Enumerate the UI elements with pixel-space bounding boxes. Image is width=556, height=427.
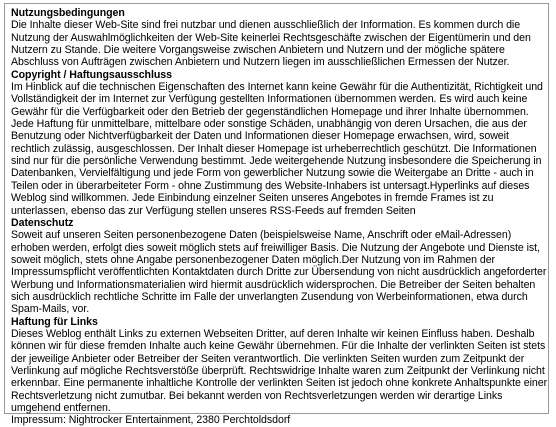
paragraph-haftung-links: Dieses Weblog enthält Links zu externen Webseiten Dritter, auf deren Inhalte wir keinen Einfluss haben. Deshalb können wir für diese fremden Inhalte auch keine Gewähr übernehmen. Für die Inhalte der verlinkten Seiten ist stets der jeweilige Anbieter oder Betreiber der Seiten verantwortlich. Die verlinkten Seiten wurden zum Zeitpunkt der Verlinkung auf mögliche Rechtsverstöße überprüft. Rechtswidrige Inhalte waren zum Zeitpunkt der Verlinkung nicht erkennbar. Eine permanente inhaltliche Kontrolle der verlinkten Seiten ist jedoch ohne konkrete Anhaltspunkte einer Rechtsverletzung nicht zumutbar. Bei bekannt werden von Rechtsverletzungen werden wir derartige Links umgehend entfernen.: [11, 327, 548, 414]
heading-datenschutz: Datenschutz: [11, 216, 74, 229]
paragraph-datenschutz: Soweit auf unseren Seiten personenbezogene Daten (beispielsweise Name, Anschrift oder eMail-Adressen) erhoben werden, erfolgt dies soweit möglich stets auf freiwilliger Basis. Die Nutzung der Angebote und Dienste ist, soweit möglich, stets ohne Angabe personenbezogener Daten möglich.Der Nutzung von im Rahmen der Impressumspflicht veröffentlichten Kontaktdaten durch Dritte zur Übersendung von nicht ausdrücklich angeforderter Werbung und Informationsmaterialien wird hiermit ausdrücklich widersprochen. Die Betreiber der Seiten behalten sich ausdrücklich rechtliche Schritte im Falle der unverlangten Zusendung von Werbeinformationen, etwa durch Spam-Mails, vor.: [11, 229, 547, 316]
heading-haftung-links: Haftung für Links: [11, 315, 98, 328]
terms-frame: [4, 3, 549, 427]
paragraph-copyright: Im Hinblick auf die technischen Eigenschaften des Internet kann keine Gewähr für die Authentizität, Richtigkeit und Vollständigkeit der im Internet zur Verfügung gestellten Informationen übernommen werden. Es wird auch keine Gewähr für die Verfügbarkeit oder den Betrieb der gegenständlichen Homepage und ihrer Inhalte übernommen. Jede Haftung für unmittelbare, mittelbare oder sonstige Schäden, unabhängig von deren Ursachen, die aus der Benutzung oder Nichtverfügbarkeit der Daten und Informationen dieser Homepage erwachsen, wird, soweit rechtlich zulässig, ausgeschlossen. Der Inhalt dieser Homepage ist urheberrechtlich geschützt. Die Informationen sind nur für die persönliche Verwendung bestimmt. Jede weitergehende Nutzung insbesondere die Speicherung in Datenbanken, Vervielfältigung und jede Form von gewerblicher Nutzung sowie die Weitergabe an Dritte - auch in Teilen oder in überarbeiteter Form - ohne Zustimmung des Website-Inhabers ist untersagt.Hyperlinks auf dieses Weblog sind willkommen. Jede Einbindung einzelner Seiten unseres Angebotes in fremde Frames ist zu unterlassen, ebenso das zur Verfügung stellen unseres RSS-Feeds auf fremden Seiten: [11, 81, 543, 217]
heading-nutzungsbedingungen: Nutzungsbedingungen: [11, 7, 125, 19]
heading-copyright: Copyright / Haftungsausschluss: [11, 68, 172, 81]
legal-document: [11, 7, 548, 427]
impressum-line: Impressum: Nightrocker Entertainment, 2380 Perchtoldsdorf: [11, 414, 291, 427]
paragraph-nutzungsbedingungen: Die Inhalte dieser Web-Site sind frei nutzbar und dienen ausschließlich der Information. Es kommen durch die Nutzung der Auswahlmöglichkeiten der Web-Site keinerlei Rechtsgeschäfte zwischen der Eigentümerin und den Nutzern zu Stande. Die weitere Vorgangsweise zwischen Anbietern und Nutzern und der mögliche spätere Abschluss von Aufträgen zwischen Anbietern und Nutzern liegen im ausschließlichen Ermessen der Nutzer.: [11, 19, 531, 69]
